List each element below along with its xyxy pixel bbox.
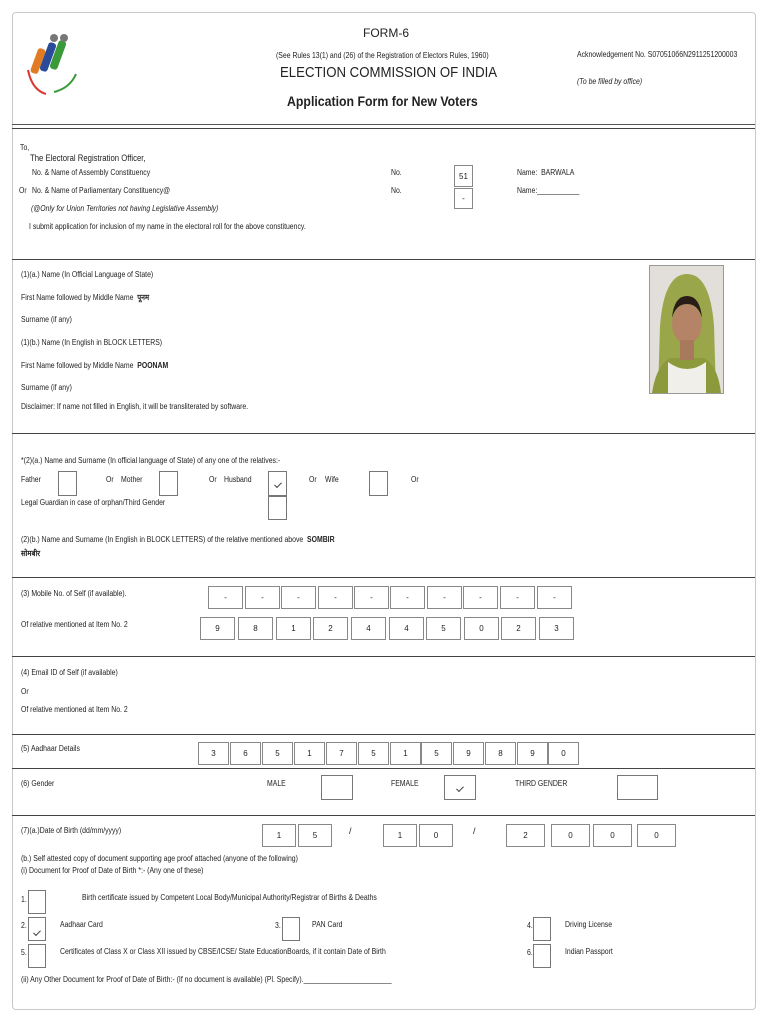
- doc-birth-certificate: Birth certificate issued by Competent Local Body/Municipal Authority/Registrar of Births & Deaths: [82, 893, 377, 902]
- mother-checkbox[interactable]: [159, 471, 178, 496]
- digit-box[interactable]: 1: [390, 742, 421, 765]
- divider: [12, 734, 755, 735]
- ack-label: Acknowledgement No. S070510б6N2911251200003: [577, 50, 738, 59]
- email-self-label: (4) Email ID of Self (if available): [21, 668, 118, 677]
- female-label: FEMALE: [391, 779, 419, 788]
- doc-class-certificate-checkbox[interactable]: [28, 944, 46, 968]
- digit-box[interactable]: -: [427, 586, 462, 609]
- english-name-header: (1)(b.) Name (In English in BLOCK LETTERS): [21, 338, 163, 347]
- father-label: Father: [21, 475, 41, 484]
- doc-pan: PAN Card: [312, 920, 343, 929]
- office-note: (To be filled by office): [577, 77, 643, 86]
- digit-box[interactable]: 8: [238, 617, 273, 640]
- doc-class-certificate: Certificates of Class X or Class XII issued by CBSE/ICSE/ State EducationBoards, if it contain Date of Birth: [60, 947, 386, 956]
- digit-box[interactable]: 9: [200, 617, 235, 640]
- parliament-name: Name:___________: [517, 186, 580, 195]
- commission-title: ELECTION COMMISSION OF INDIA: [280, 64, 498, 81]
- aadhaar-label: (5) Aadhaar Details: [21, 744, 80, 753]
- gender-label: (6) Gender: [21, 779, 55, 788]
- digit-box[interactable]: 7: [326, 742, 357, 765]
- divider: [12, 433, 755, 434]
- digit-box[interactable]: -: [208, 586, 243, 609]
- form-number: FORM-6: [363, 26, 409, 40]
- assembly-name: Name: BARWALA: [517, 168, 575, 177]
- official-name-header: (1)(a.) Name (In Official Language of State): [21, 270, 154, 279]
- digit-box[interactable]: 1: [383, 824, 417, 847]
- proof-i: (i) Document for Proof of Date of Birth *:- (Any one of these): [21, 866, 204, 875]
- check-icon: [456, 784, 464, 792]
- male-label: MALE: [267, 779, 286, 788]
- first-name-english-value: POONAM: [137, 361, 169, 370]
- divider: [12, 768, 755, 769]
- mobile-self-label: (3) Mobile No. of Self (if available).: [21, 589, 127, 598]
- doc-number: 5.: [21, 948, 27, 957]
- rules-reference: (See Rules 13(1) and (26) of the Registration of Electors Rules, 1960): [276, 51, 489, 60]
- relative-header: *(2)(a.) Name and Surname (In official language of State) of any one of the relatives:-: [21, 456, 281, 465]
- father-checkbox[interactable]: [58, 471, 77, 496]
- divider: [12, 815, 755, 816]
- disclaimer: Disclaimer: If name not filled in English, it will be transliterated by software.: [21, 402, 249, 411]
- digit-box[interactable]: 5: [421, 742, 452, 765]
- digit-box[interactable]: -: [463, 586, 498, 609]
- first-name-english: First Name followed by Middle Name POONAM: [21, 361, 169, 370]
- ack-number: S070510б6N2911251200003: [647, 50, 738, 59]
- doc-pan-checkbox[interactable]: [282, 917, 300, 941]
- wife-label: Wife: [325, 475, 339, 484]
- or-label: Or: [209, 475, 217, 484]
- digit-box[interactable]: 2: [506, 824, 545, 847]
- date-separator: /: [349, 826, 352, 836]
- digit-box[interactable]: 5: [298, 824, 332, 847]
- doc-driving-license-checkbox[interactable]: [533, 917, 551, 941]
- check-icon: [33, 929, 41, 937]
- digit-box[interactable]: 6: [230, 742, 261, 765]
- digit-box[interactable]: -: [281, 586, 316, 609]
- mobile-relative-label: Of relative mentioned at Item No. 2: [21, 620, 128, 629]
- eci-logo: [24, 30, 82, 98]
- digit-box[interactable]: 0: [593, 824, 632, 847]
- digit-box[interactable]: -: [354, 586, 389, 609]
- relative-official-value: सोमबीर: [21, 549, 41, 558]
- or-label: Or: [309, 475, 317, 484]
- date-separator: /: [473, 826, 476, 836]
- doc-number: 4.: [527, 921, 533, 930]
- digit-box[interactable]: 1: [262, 824, 296, 847]
- digit-box[interactable]: -: [500, 586, 535, 609]
- assembly-label: No. & Name of Assembly Constituency: [32, 168, 151, 177]
- surname-label: Surname (if any): [21, 383, 72, 392]
- check-icon: [274, 480, 282, 488]
- digit-box[interactable]: 1: [294, 742, 325, 765]
- digit-box[interactable]: 5: [262, 742, 293, 765]
- husband-checkbox[interactable]: [268, 471, 287, 496]
- divider: [12, 124, 755, 125]
- divider: [12, 577, 755, 578]
- submit-text: I submit application for inclusion of my name in the electoral roll for the above constituency.: [29, 222, 306, 231]
- digit-box[interactable]: 2: [313, 617, 348, 640]
- digit-box[interactable]: 1: [276, 617, 311, 640]
- doc-number: 3.: [275, 921, 281, 930]
- digit-box[interactable]: 0: [464, 617, 499, 640]
- ballot-logo-icon: [24, 30, 82, 98]
- relative-english-value: SOMBIR: [307, 535, 335, 544]
- digit-box[interactable]: 0: [548, 742, 579, 765]
- mother-label: Mother: [121, 475, 143, 484]
- first-name-official-value: पूनम: [137, 293, 150, 302]
- wife-checkbox[interactable]: [369, 471, 388, 496]
- divider: [12, 128, 755, 129]
- divider: [12, 656, 755, 657]
- digit-box[interactable]: 0: [551, 824, 590, 847]
- proof-b: (b.) Self attested copy of document supporting age proof attached (anyone of the following): [21, 854, 298, 863]
- parliament-label: No. & Name of Parliamentary Constituency@: [32, 186, 171, 195]
- doc-driving-license: Driving License: [565, 920, 613, 929]
- digit-box[interactable]: 5: [426, 617, 461, 640]
- doc-passport: Indian Passport: [565, 947, 613, 956]
- surname-label: Surname (if any): [21, 315, 72, 324]
- digit-box[interactable]: 5: [358, 742, 389, 765]
- parliament-no-box[interactable]: -: [454, 188, 473, 209]
- or-label: Or: [19, 186, 27, 195]
- digit-box[interactable]: -: [537, 586, 572, 609]
- form-subtitle: Application Form for New Voters: [287, 93, 478, 109]
- guardian-checkbox[interactable]: [268, 496, 287, 520]
- doc-passport-checkbox[interactable]: [533, 944, 551, 968]
- female-checkbox[interactable]: [444, 775, 476, 800]
- digit-box[interactable]: -: [390, 586, 425, 609]
- doc-number: 1.: [21, 895, 27, 904]
- or-label: Or: [106, 475, 114, 484]
- divider: [12, 259, 755, 260]
- guardian-label: Legal Guardian in case of orphan/Third Gender: [21, 498, 166, 507]
- relative-english: (2)(b.) Name and Surname (In English in BLOCK LETTERS) of the relative mentioned above SOMBIR: [21, 535, 335, 544]
- digit-box[interactable]: 9: [453, 742, 484, 765]
- other-document: (ii) Any Other Document for Proof of Date of Birth:- (If no document is available) (Pl. Specify)._______________________: [21, 975, 392, 984]
- husband-label: Husband: [224, 475, 252, 484]
- to-label: To,: [20, 143, 30, 152]
- applicant-photo: [649, 265, 724, 394]
- no-label: No.: [391, 186, 402, 195]
- digit-box[interactable]: 8: [485, 742, 516, 765]
- doc-number: 6.: [527, 948, 533, 957]
- digit-box[interactable]: 3: [198, 742, 229, 765]
- doc-aadhaar: Aadhaar Card: [60, 920, 103, 929]
- third-gender-checkbox[interactable]: [617, 775, 658, 800]
- digit-box[interactable]: 9: [517, 742, 548, 765]
- officer-label: The Electoral Registration Officer,: [30, 153, 146, 163]
- or-label: Or: [411, 475, 419, 484]
- digit-box[interactable]: 0: [419, 824, 453, 847]
- digit-box[interactable]: 3: [539, 617, 574, 640]
- digit-box[interactable]: -: [245, 586, 280, 609]
- digit-box[interactable]: 2: [501, 617, 536, 640]
- doc-number: 2.: [21, 921, 27, 930]
- male-checkbox[interactable]: [321, 775, 353, 800]
- dob-label: (7)(a.)Date of Birth (dd/mm/yyyy): [21, 826, 122, 835]
- ut-note: (@Only for Union Territories not having Legislative Assembly): [31, 204, 219, 213]
- or-label: Or: [21, 687, 29, 696]
- doc-birth-certificate-checkbox[interactable]: [28, 890, 46, 914]
- third-gender-label: THIRD GENDER: [515, 779, 568, 788]
- digit-box[interactable]: 4: [389, 617, 424, 640]
- assembly-name-value: BARWALA: [541, 168, 575, 177]
- assembly-no-box[interactable]: 51: [454, 165, 473, 187]
- digit-box[interactable]: 0: [637, 824, 676, 847]
- first-name-official: First Name followed by Middle Name पूनम: [21, 293, 150, 302]
- digit-box[interactable]: 4: [351, 617, 386, 640]
- email-relative-label: Of relative mentioned at Item No. 2: [21, 705, 128, 714]
- digit-box[interactable]: -: [318, 586, 353, 609]
- no-label: No.: [391, 168, 402, 177]
